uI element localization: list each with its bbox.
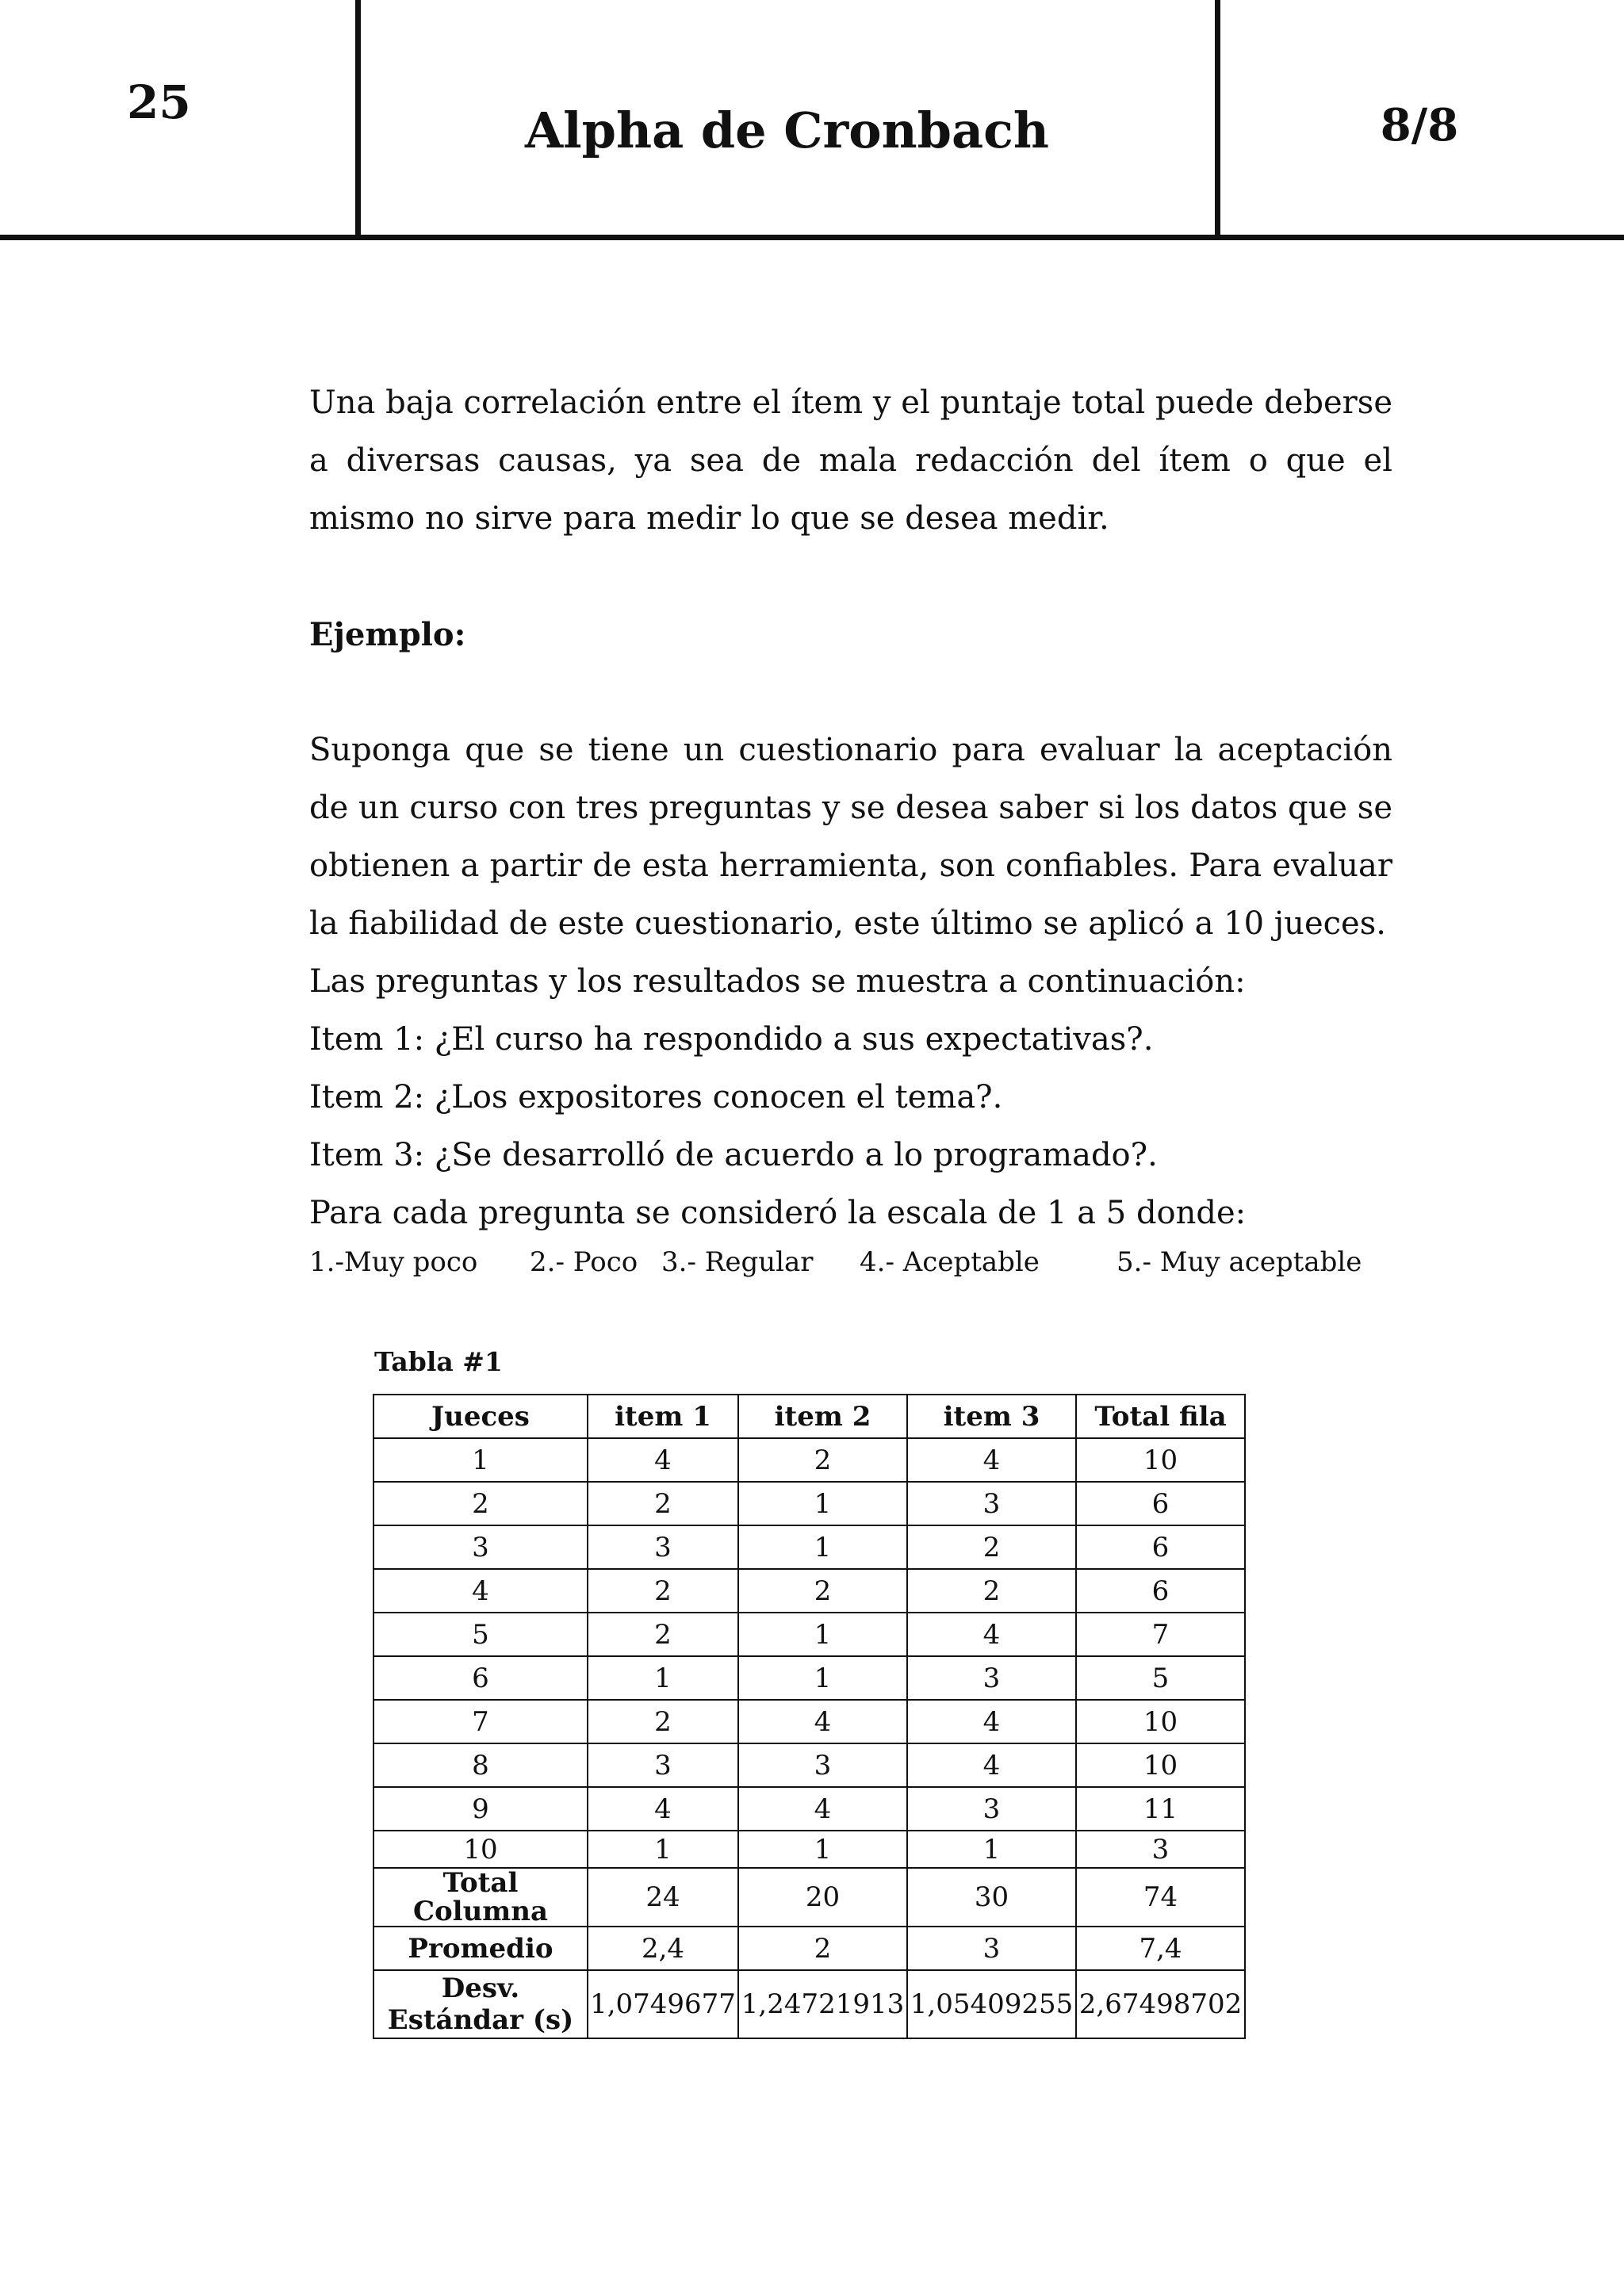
table-cell: 3	[907, 1927, 1076, 1970]
table-cell: 1,05409255	[907, 1970, 1076, 2038]
table-cell: 74	[1076, 1868, 1245, 1927]
example-heading: Ejemplo:	[309, 616, 466, 653]
table-cell: 1,0749677	[588, 1970, 738, 2038]
table-row	[373, 1743, 1245, 1787]
table-row	[373, 1438, 1245, 1482]
table-cell: 10	[1076, 1438, 1245, 1482]
scale-intro: Para cada pregunta se consideró la escala de 1 a 5 donde:	[309, 1195, 1247, 1231]
table-row	[373, 1482, 1245, 1525]
table-cell: 2	[907, 1525, 1076, 1569]
table-cell: 7	[373, 1700, 588, 1743]
table-cell: 1,24721913	[738, 1970, 907, 2038]
table-cell: 1	[588, 1831, 738, 1868]
table-cell: 9	[373, 1787, 588, 1831]
document-body	[309, 374, 1392, 1242]
table-cell: 1	[588, 1656, 738, 1700]
table-cell: 10	[1076, 1700, 1245, 1743]
table-cell: 4	[588, 1787, 738, 1831]
table-cell: 3	[907, 1656, 1076, 1700]
table-cell: 2	[588, 1613, 738, 1656]
page-header	[0, 0, 1624, 241]
table-row	[373, 1525, 1245, 1569]
table-cell: 1	[738, 1525, 907, 1569]
table-cell: 1	[907, 1831, 1076, 1868]
table-cell: 2,67498702	[1076, 1970, 1245, 2038]
table-cell: 4	[907, 1438, 1076, 1482]
table-cell: 2	[373, 1482, 588, 1525]
table-row	[373, 1787, 1245, 1831]
table-cell: 3	[1076, 1831, 1245, 1868]
table-cell: 4	[907, 1700, 1076, 1743]
header-item-3: item 3	[907, 1395, 1076, 1438]
summary-label: Promedio	[373, 1927, 588, 1970]
table-cell: 3	[588, 1525, 738, 1569]
table-cell: 10	[373, 1831, 588, 1868]
table-cell: 2,4	[588, 1927, 738, 1970]
item-1-question: Item 1: ¿El curso ha respondido a sus expectativas?.	[309, 1021, 1154, 1058]
table-row-summary	[373, 1927, 1245, 1970]
scale-option: 1.-Muy poco	[309, 1246, 478, 1278]
scale-option: 2.- Poco	[530, 1246, 638, 1278]
header-divider	[0, 235, 1624, 240]
table-cell: 20	[738, 1868, 907, 1927]
table-cell: 5	[373, 1613, 588, 1656]
table-cell: 6	[1076, 1569, 1245, 1613]
table-cell: 5	[1076, 1656, 1245, 1700]
table-cell: 4	[738, 1700, 907, 1743]
scale-option: 3.- Regular	[661, 1246, 814, 1278]
item-3-question: Item 3: ¿Se desarrolló de acuerdo a lo programado?.	[309, 1137, 1158, 1173]
table-cell: 4	[373, 1569, 588, 1613]
header-row-total: Total fila	[1076, 1395, 1245, 1438]
page-number: 25	[127, 75, 191, 129]
table-cell: 1	[373, 1438, 588, 1482]
table-row	[373, 1700, 1245, 1743]
table-cell: 1	[738, 1656, 907, 1700]
table-cell: 3	[373, 1525, 588, 1569]
header-item-1: item 1	[588, 1395, 738, 1438]
judges-table	[373, 1394, 1246, 2039]
paragraph-example: Suponga que se tiene un cuestionario para evaluar la aceptación de un curso con tres preguntas y se desea saber si los datos que se obtienen a partir de esta herramienta, son confiables. Para evaluar la fiabilidad de este cuestionario, este último se aplicó a 10 jueces.	[309, 732, 1392, 942]
table-cell: 3	[738, 1743, 907, 1787]
table-cell: 2	[738, 1927, 907, 1970]
scale-option: 5.- Muy aceptable	[1116, 1246, 1362, 1278]
table-cell: 1	[738, 1482, 907, 1525]
table-row	[373, 1613, 1245, 1656]
item-2-question: Item 2: ¿Los expositores conocen el tema?.	[309, 1079, 1003, 1115]
table-cell: 2	[588, 1482, 738, 1525]
table-cell: 6	[1076, 1482, 1245, 1525]
table-cell: 4	[907, 1743, 1076, 1787]
table-cell: 3	[907, 1787, 1076, 1831]
table-cell: 6	[373, 1656, 588, 1700]
page-title: Alpha de Cronbach	[524, 101, 1050, 159]
table-cell: 6	[1076, 1525, 1245, 1569]
std-dev-label: Desv. Estándar (s)	[373, 1970, 588, 2038]
table-cell: 2	[588, 1700, 738, 1743]
summary-label: Total Columna	[373, 1868, 588, 1927]
table-header-row	[373, 1395, 1245, 1438]
table-cell: 3	[907, 1482, 1076, 1525]
table-cell: 11	[1076, 1787, 1245, 1831]
table-cell: 7,4	[1076, 1927, 1245, 1970]
table-caption: Tabla #1	[374, 1346, 503, 1377]
table-cell: 7	[1076, 1613, 1245, 1656]
table-cell: 8	[373, 1743, 588, 1787]
table-row-summary	[373, 1868, 1245, 1927]
table-cell: 2	[738, 1569, 907, 1613]
results-intro: Las preguntas y los resultados se muestra a continuación:	[309, 963, 1246, 1000]
paragraph-correlation: Una baja correlación entre el ítem y el puntaje total puede deberse a diversas causas, ya sea de mala redacción del ítem o que el mismo no sirve para medir lo que se desea medir.	[309, 385, 1392, 537]
table-cell: 1	[738, 1613, 907, 1656]
table-row-std-dev	[373, 1970, 1245, 2038]
table-cell: 3	[588, 1743, 738, 1787]
table-row	[373, 1569, 1245, 1613]
table-cell: 24	[588, 1868, 738, 1927]
table-cell: 10	[1076, 1743, 1245, 1787]
table-row	[373, 1656, 1245, 1700]
table-cell: 2	[588, 1569, 738, 1613]
table-cell: 1	[738, 1831, 907, 1868]
table-cell: 30	[907, 1868, 1076, 1927]
table-row	[373, 1831, 1245, 1868]
header-judges: Jueces	[373, 1395, 588, 1438]
table-cell: 2	[907, 1569, 1076, 1613]
table-cell: 4	[738, 1787, 907, 1831]
table-cell: 4	[588, 1438, 738, 1482]
header-item-2: item 2	[738, 1395, 907, 1438]
table-cell: 2	[738, 1438, 907, 1482]
page-count: 8/8	[1380, 99, 1459, 151]
scale-option: 4.- Aceptable	[860, 1246, 1040, 1278]
table-cell: 4	[907, 1613, 1076, 1656]
